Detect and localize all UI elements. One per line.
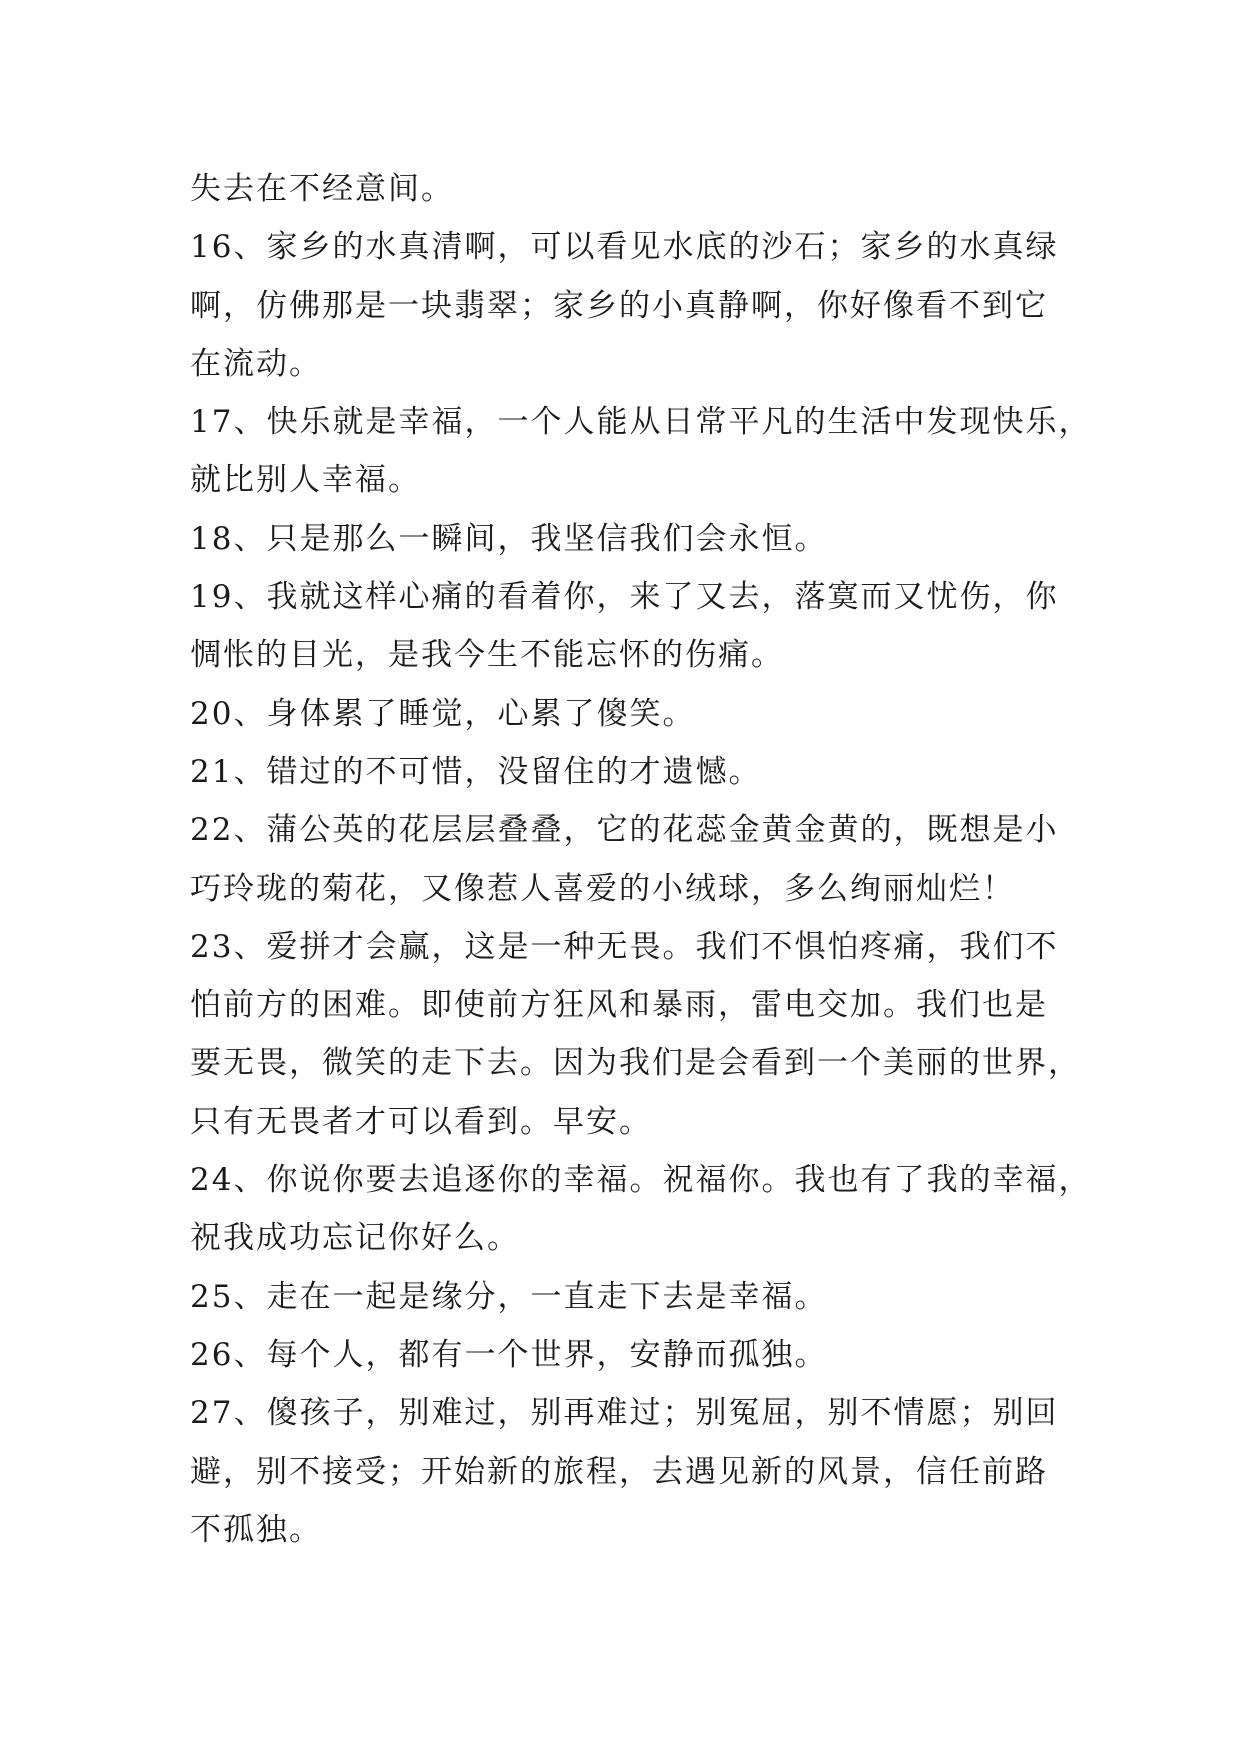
text-line: 在流动。: [190, 345, 322, 382]
text-line: 啊，仿佛那是一块翡翠；家乡的小真静啊，你好像看不到它: [190, 287, 1048, 324]
text-line: 只有无畏者才可以看到。早安。: [190, 1103, 652, 1140]
text-line: 16、家乡的水真清啊，可以看见水底的沙石；家乡的水真绿: [190, 229, 1059, 266]
text-line: 祝我成功忘记你好么。: [190, 1220, 520, 1257]
document-body: [190, 160, 1092, 1559]
text-line: 24、你说你要去追逐你的幸福。祝福你。我也有了我的幸福，: [190, 1162, 1092, 1199]
text-line: 失去在不经意间。: [190, 171, 454, 207]
text-line: 20、身体累了睡觉，心累了傻笑。: [190, 695, 696, 732]
text-line: 22、蒲公英的花层层叠叠，它的花蕊金黄金黄的，既想是小: [190, 812, 1059, 849]
text-line: 25、走在一起是缘分，一直走下去是幸福。: [190, 1278, 828, 1315]
text-line: 21、错过的不可惜，没留住的才遗憾。: [190, 753, 762, 790]
text-line: 惆怅的目光，是我今生不能忘怀的伤痛。: [190, 637, 784, 674]
text-line: 不孤独。: [190, 1511, 322, 1548]
text-line: 巧玲珑的菊花，又像惹人喜爱的小绒球，多么绚丽灿烂！: [190, 870, 1015, 907]
text-line: 23、爱拼才会赢，这是一种无畏。我们不惧怕疼痛，我们不: [190, 928, 1059, 965]
text-line: 18、只是那么一瞬间，我坚信我们会永恒。: [190, 520, 828, 557]
text-line: 避，别不接受；开始新的旅程，去遇见新的风景，信任前路: [190, 1453, 1048, 1490]
text-line: 27、傻孩子，别难过，别再难过；别冤屈，别不情愿；别回: [190, 1395, 1059, 1432]
text-line: 17、快乐就是幸福，一个人能从日常平凡的生活中发现快乐，: [190, 404, 1092, 441]
text-line: 怕前方的困难。即使前方狂风和暴雨，雷电交加。我们也是: [190, 987, 1048, 1024]
text-line: 要无畏，微笑的走下去。因为我们是会看到一个美丽的世界，: [190, 1045, 1081, 1082]
text-line: 就比别人幸福。: [190, 462, 421, 499]
text-line: 19、我就这样心痛的看着你，来了又去，落寞而又忧伤，你: [190, 579, 1059, 616]
text-line: 26、每个人，都有一个世界，安静而孤独。: [190, 1336, 828, 1373]
